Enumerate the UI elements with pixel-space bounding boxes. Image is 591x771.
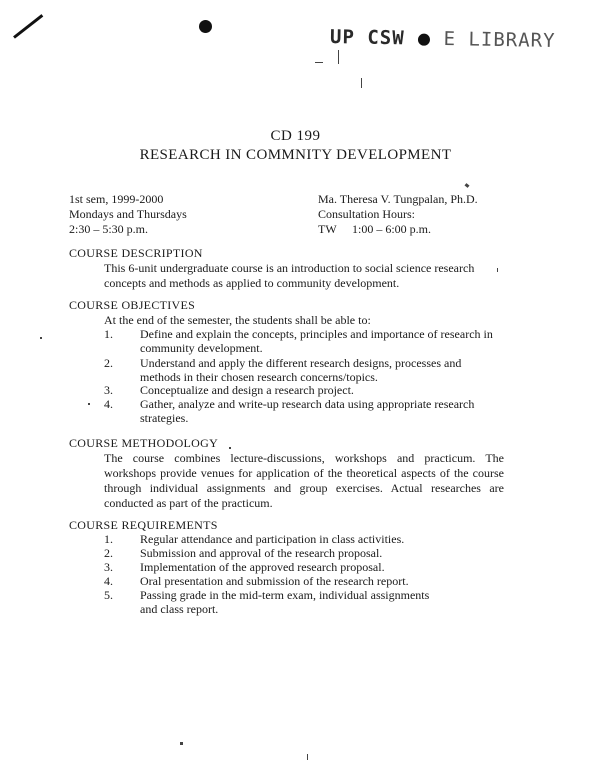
scan-speck [229,447,231,449]
scan-speck [465,183,470,188]
course-title: RESEARCH IN COMMNITY DEVELOPMENT [139,147,452,163]
objective-number: 3. [104,383,113,397]
description-heading: COURSE DESCRIPTION [69,246,203,260]
consultation-time: 1:00 – 6:00 p.m. [352,222,432,236]
description-text [104,261,504,291]
objective-item [140,327,510,355]
objective-line: Define and explain the concepts, principles and importance of research in [140,327,493,341]
requirement-line: Regular attendance and participation in class activities. [140,532,405,546]
punch-hole-mark [418,34,430,46]
scan-speck [180,742,183,745]
objective-item [140,356,510,384]
requirement-line: Implementation of the approved research proposal. [140,560,385,574]
scan-speck [361,78,362,88]
objective-number: 1. [104,327,113,341]
consultation-days: TW [318,222,337,236]
requirement-number: 1. [104,532,113,546]
consultation-label: Consultation Hours: [318,207,416,221]
requirement-item [140,532,500,546]
objectives-heading: COURSE OBJECTIVES [69,298,196,312]
semester: 1st sem, 1999-2000 [69,192,164,206]
objective-line: Conceptualize and design a research project. [140,383,354,397]
objective-line: Understand and apply the different research designs, processes and [140,356,462,370]
class-time: 2:30 – 5:30 p.m. [69,222,149,236]
objectives-intro: At the end of the semester, the students shall be able to: [104,313,371,327]
scan-speck [88,403,90,405]
requirement-number: 4. [104,574,113,588]
requirement-number: 2. [104,546,113,560]
methodology-heading: COURSE METHODOLOGY [69,436,219,450]
requirement-line: Passing grade in the mid-term exam, individual assignments [140,588,430,602]
library-stamp-right: E LIBRARY [443,28,556,52]
course-code: CD 199 [270,128,321,144]
instructor-name: Ma. Theresa V. Tungpalan, Ph.D. [318,192,478,206]
library-stamp-left: UP CSW [329,26,405,50]
methodology-line: workshops provide venues for application of the theoretical aspects of the course [104,466,504,480]
class-days: Mondays and Thursdays [69,207,187,221]
methodology-line: through individual assignments and group exercises. Actual researches are [104,481,504,495]
methodology-line: The course combines lecture-discussions, workshops and practicum. The [104,451,504,465]
objective-line: methods in their chosen research concerns/topics. [140,370,378,384]
objective-number: 4. [104,397,113,411]
objective-item [140,383,510,397]
requirement-number: 5. [104,588,113,602]
objective-line: Gather, analyze and write-up research data using appropriate research [140,397,475,411]
scan-speck [338,50,339,64]
pen-mark [13,14,43,39]
objective-item [140,397,510,425]
description-line: This 6-unit undergraduate course is an introduction to social science research [104,261,475,275]
requirement-item [140,588,500,616]
objective-line: community development. [140,341,263,355]
requirement-line: and class report. [140,602,219,616]
punch-hole-mark [199,20,212,33]
objective-line: strategies. [140,411,189,425]
requirement-line: Submission and approval of the research proposal. [140,546,383,560]
library-stamp [330,26,556,52]
requirement-item [140,560,500,574]
scan-speck [40,337,42,339]
scan-speck [307,754,308,760]
requirement-line: Oral presentation and submission of the research report. [140,574,409,588]
requirement-number: 3. [104,560,113,574]
scan-speck [315,62,323,63]
requirement-item [140,574,500,588]
methodology-line: conducted as part of the practicum. [104,496,273,510]
methodology-text [104,451,504,511]
description-line: concepts and methods as applied to community development. [104,276,400,290]
requirements-heading: COURSE REQUIREMENTS [69,518,218,532]
requirement-item [140,546,500,560]
objective-number: 2. [104,356,113,370]
